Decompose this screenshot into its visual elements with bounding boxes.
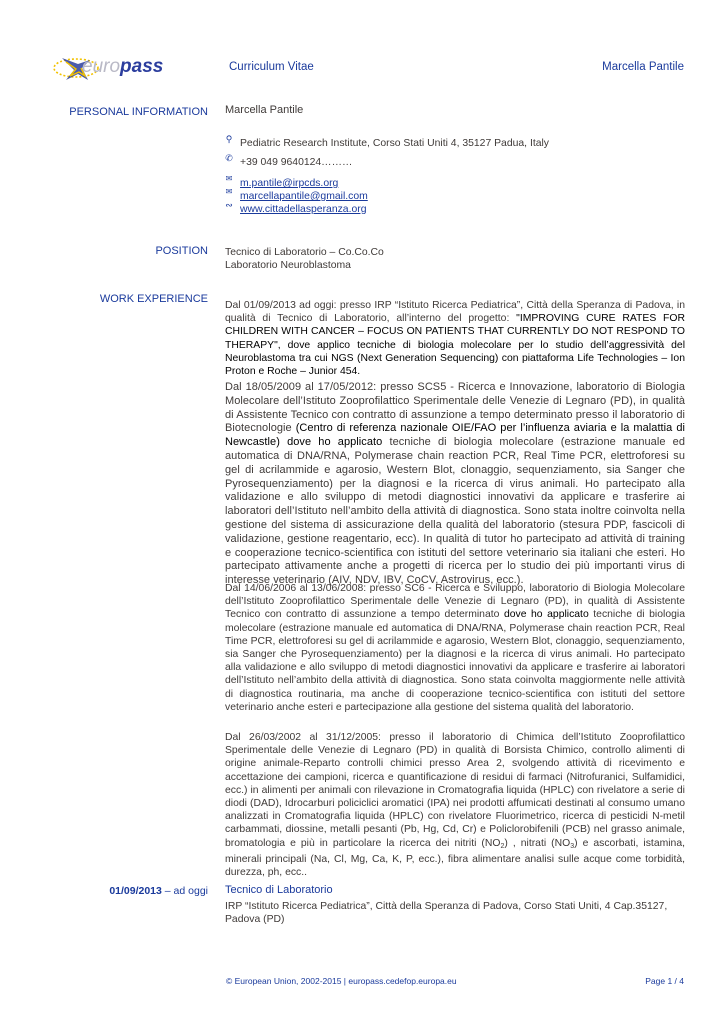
phone-text: +39 049 9640124……… xyxy=(240,157,353,168)
work-p3-part-b: dove ho applicato xyxy=(503,609,589,621)
website-link[interactable]: www.cittadellasperanza.org xyxy=(240,204,367,215)
address-text: Pediatric Research Institute, Corso Stati Uniti 4, 35127 Padua, Italy xyxy=(240,138,549,149)
location-icon: ⚲ xyxy=(225,134,233,144)
footer-page-number: Page 1 / 4 xyxy=(645,976,684,986)
work-p1-project: "IMPROVING CURE RATES FOR CHILDREN WITH CANCER – FOCUS ON PATIENTS THAT CURRENTLY DO NOT RESPOND TO THERAPY", dove applico tecniche di biologia molecolare per lo studio dell’aggressività del Neuroblastoma tra cui NGS (Next Generation Sequencing) con piattaforma Life Technologies – Ion Proton e Roche – Junior 454. xyxy=(225,313,685,378)
work-p3-part-a: Dal 14/06/2006 al 13/06/2008: presso SC6 - Ricerca e Sviluppo, laboratorio di Biologia Molecolare dell’Istituto Zooprofilattico Sperimentale delle Venezie di Legnaro (PD), in qualità di Assistente Tecnico con contratto di assunzione a tempo determinato xyxy=(225,583,685,621)
email-icon: ✉ xyxy=(225,187,233,196)
work-p4-part-c: ) e ascorbati, istamina, minerali principali (Na, Cl, Mg, Ca, K, P, ecc.), fibra alimentare analisi sulle acque come torbidità, durezza, ph, ecc.. xyxy=(225,837,686,879)
doc-title: Curriculum Vitae xyxy=(229,61,314,73)
work-p4-sub-1: 2 xyxy=(500,842,505,850)
work-p1-intro: Dal 01/09/2013 ad oggi: presso IRP “Istituto Ricerca Pediatrica”, Città della Speranza di Padova, in qualità di Tecnico di Laboratorio, all’interno del progetto: xyxy=(225,300,685,325)
logo-text-euro: euro xyxy=(82,56,121,77)
work-p4-part-b: ) , nitrati (NO xyxy=(504,837,571,849)
entry-date-start: 01/09/2013 xyxy=(109,885,162,897)
work-paragraph-3 xyxy=(225,582,685,714)
personal-name: Marcella Pantile xyxy=(225,104,304,116)
work-paragraph-2 xyxy=(225,381,685,588)
work-p2-part-b: (Centro di referenza nazionale OIE/FAO per l’influenza aviaria e la malattia di Newcastle) dove ho applicato xyxy=(225,422,685,449)
position-line-1: Tecnico di Laboratorio – Co.Co.Co xyxy=(225,247,384,258)
work-p4-sub-2: 3 xyxy=(570,842,575,850)
work-paragraph-4 xyxy=(225,731,685,879)
position-line-2: Laboratorio Neuroblastoma xyxy=(225,260,351,271)
website-icon: ∾ xyxy=(225,200,233,210)
entry-title: Tecnico di Laboratorio xyxy=(225,884,333,896)
europass-logo xyxy=(52,50,162,86)
work-p2-part-a: Dal 18/05/2009 al 17/05/2012: presso SCS5 - Ricerca e Innovazione, laboratorio di Biologia Molecolare dell’Istituto Zooprofilattico Sperimentale delle Venezie di Legnaro (PD), in qualità di Assistente Tecnico con contratto di assunzione a tempo determinato presso il laboratorio di Biotecnologie xyxy=(225,381,685,435)
entry-date-end: – ad oggi xyxy=(161,885,208,897)
work-paragraph-1 xyxy=(225,299,685,378)
entry-description: IRP “Istituto Ricerca Pediatrica”, Città della Speranza di Padova, Corso Stati Uniti, 4 Cap.35127, Padova (PD) xyxy=(225,901,668,926)
header-name: Marcella Pantile xyxy=(602,61,684,73)
work-experience-label: WORK EXPERIENCE xyxy=(99,293,208,305)
work-p4-part-a: Dal 26/03/2002 al 31/12/2005: presso il laboratorio di Chimica dell’Istituto Zooprofilattico Sperimentale delle Venezie di Legnaro (PD) in qualità di Borsista Chimico, controllo alimenti di origine animale-Reparto controlli chimici presso Area 2, svolgendo attività di ricevimento e accettazione dei campioni, ricerca e quantificazione di residui di farmaci (Nitrofuranici, Sulfamidici, ecc.) in alimenti per animali con rilevazione in Cromatografia liquida (HPLC) con rivelatore a serie di diodi (DAD), Idrocarburi policiclici aromatici (IPA) nei prodotti affumicati destinati al consumo umano analizzati in Cromatografia liquida (HPLC) con rivelatore Fluorimetrico, ricerca di pesticidi N-metil carbammati, diossine, metalli pesanti (Pb, Hg, Cd, Cr) e Policlorobifenili (PCB) nel grasso animale, bromatologia e più in particolare la ricerca dei nitriti (NO xyxy=(225,732,685,849)
phone-icon: ✆ xyxy=(225,153,233,163)
position-label: POSITION xyxy=(155,245,208,257)
email-link-2[interactable]: marcellapantile@gmail.com xyxy=(240,191,368,202)
work-p3-part-c: tecniche di biologia molecolare (estrazione manuale ed automatica di DNA/RNA, Polymerase chain reaction PCR, Real Time PCR, elettroforesi su gel di acrilammide e agarosio, Western Blot, clonaggio, sequenziamento, sia Sanger che Pyrosequenziamento) per la diagnosi e la ricerca di virus animali. Ho partecipato alla validazione e allo sviluppo di metodi diagnostici innovativi da applicare e trasferire ai laboratori dell’Istituto nell’ambito della attività di diagnostica. Sono stata coinvolta maggiormente nelle attività di diagnostica routinaria, ma anche di cooperazione tecnico-scientifica con istituti del settore veterinario anche esteri e partecipazione alla gestione del sistema qualità del laboratorio. xyxy=(225,609,685,713)
personal-information-label: PERSONAL INFORMATION xyxy=(69,106,208,118)
work-p2-part-c: tecniche di biologia molecolare (estrazione manuale ed automatica di DNA/RNA, Polymerase chain reaction PCR, Real Time PCR, elettroforesi su gel di acrilammide e agarosio, Western Blot, clonaggio, sequenziamento, sia Sanger che Pyrosequenziamento) per la diagnosi e la ricerca di virus animali. Ho partecipato alla validazione e allo sviluppo di metodi diagnostici innovativi da applicare e trasferire ai laboratori dell’Istituto nell’ambito della attività di diagnostica. Sono stata inoltre coinvolta nella gestione del sistema di assicurazione della qualità del laboratorio (stesura PDP, fascicoli di validazione, gestione reagentario, ecc). In qualità di tutor ho partecipato ad attività di training e cooperazione tecnico-scientifica con istituti del settore veterinario sia italiani che esteri. Ho partecipato attivamente anche a progetti di ricerca per lo studio dei più importanti virus di interesse veterinario (AIV, NDV, IBV, CoCV, Astrovirus, ecc.). xyxy=(225,436,685,587)
entry-date xyxy=(18,885,208,897)
logo-text-pass: pass xyxy=(120,56,164,77)
email-link-1[interactable]: m.pantile@irpcds.org xyxy=(240,178,339,189)
email-icon: ✉ xyxy=(225,174,233,183)
footer-copyright: © European Union, 2002-2015 | europass.cedefop.europa.eu xyxy=(226,976,457,986)
